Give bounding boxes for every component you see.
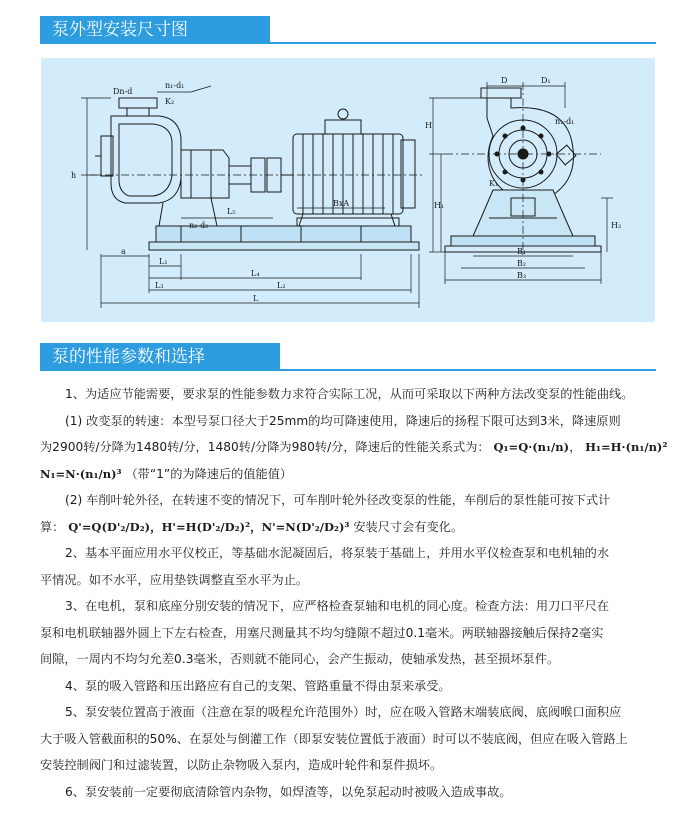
formula-q1: Q₁=Q·(n₁/n) <box>493 440 570 454</box>
label-dn-d: Dn-d <box>113 87 133 96</box>
paragraph: (2) 车削叶轮外径，在转速不变的情况下，可车削叶轮外径改变泵的性能，车削后的泵性能可按下式计 <box>65 493 611 507</box>
formula-h1: H₁=H·(n₁/n)² <box>585 440 668 454</box>
label-l: L <box>253 294 259 303</box>
paragraph: 泵和电机联轴器外圆上下左右检查，用塞尺测量其不均匀缝隙不超过0.1毫米。两联轴器接触后保持2毫实 <box>40 625 604 640</box>
label-k1: K₁ <box>489 179 499 188</box>
paragraph: 平情况。如不水平，应用垫铁调整直至水平为止。 <box>40 572 309 587</box>
label-bxa: BxA <box>333 199 350 208</box>
label-n1-d1-right: n₁-d₁ <box>555 117 575 126</box>
paragraph-text: 为2900转/分降为1480转/分，1480转/分降为980转/分，降速后的性能关系式为： <box>40 440 490 454</box>
performance-text <box>40 381 668 805</box>
section-title-install-dimensions: 泵外型安装尺寸图 <box>40 16 270 44</box>
paragraph: 安装控制阀门和过滤装置，以防止杂物吸入泵内，造成叶轮件和泵件损坏。 <box>40 758 443 772</box>
label-b3: B₃ <box>517 271 527 280</box>
section-title-performance: 泵的性能参数和选择 <box>40 343 280 371</box>
label-l4: L₄ <box>251 269 260 278</box>
label-b1: B₁ <box>517 247 527 256</box>
paragraph-text: 算： <box>40 519 65 534</box>
paragraph: 4、泵的吸入管路和压出路应有自己的支架、管路重量不得由泵来承受。 <box>65 678 451 693</box>
drawing-svg <box>41 58 655 322</box>
label-n1-d1-left: n₁-d₁ <box>165 81 185 90</box>
label-l3: L₃ <box>155 281 164 290</box>
paragraph <box>40 514 658 541</box>
paragraph: 6、泵安装前一定要彻底清除管内杂物，如焊渣等，以免泵起动时被吸入造成事故。 <box>65 784 512 799</box>
label-h: h <box>71 171 77 180</box>
label-n2-d2: n₂-d₂ <box>189 221 209 230</box>
label-h-right: H <box>425 121 432 130</box>
label-h2: H₂ <box>611 221 622 230</box>
section-divider <box>40 369 656 371</box>
label-b2: B₂ <box>517 259 527 268</box>
label-k2: K₂ <box>165 97 175 106</box>
paragraph: 3、在电机，泵和底座分别安装的情况下，应严格检查泵轴和电机的同心度。检查方法：用刀口平尺在 <box>65 599 610 613</box>
label-d1: D₁ <box>541 76 551 85</box>
paragraph: 1、为适应节能需要，要求泵的性能参数力求符合实际工况，从而可采取以下两种方法改变泵的性能曲线。 <box>65 387 634 401</box>
label-d: D <box>501 76 508 85</box>
label-l1: L₁ <box>159 257 168 266</box>
label-l2: L₂ <box>277 281 286 290</box>
section-divider <box>40 42 656 44</box>
paragraph: 间隙，一周内不均匀允差0.3毫米，否则就不能同心，会产生振动，使轴承发热，甚至损坏泵件。 <box>40 652 560 666</box>
paragraph: 5、泵安装位置高于液面（注意在泵的吸程允许范围外）时，应在吸入管路末端装底阀，底阀喉口面积应 <box>65 705 622 719</box>
paragraph: 为2900转/分降为1480转/分，1480转/分降为980转/分，降速后的性能关系式为： Q₁=Q·(n₁/n)， H₁=H·(n₁/n)² <box>40 440 668 454</box>
pump-dimension-drawing <box>41 58 655 322</box>
label-h1: H₁ <box>434 201 445 210</box>
label-a: a <box>121 247 126 256</box>
paragraph <box>40 461 658 488</box>
paragraph: (1) 改变泵的转速：本型号泵口径大于25mm的均可降速使用，降速后的扬程下限可达到3米，降速原则 <box>65 413 621 428</box>
paragraph-text: 安装尺寸会有变化。 <box>353 519 464 534</box>
formula-trim: Q'=Q(D'₂/D₂)，H'=H(D'₂/D₂)²，N'=N(D'₂/D₂)³ <box>68 519 350 534</box>
paragraph: 大于吸入管截面积的50%、在泵处与倒灌工作（即泵安装位置低于液面）时可以不装底阀，但应在吸入管路上 <box>40 731 628 746</box>
label-l5: L₅ <box>227 207 236 216</box>
formula-n1: N₁=N·(n₁/n)³ <box>40 466 122 481</box>
paragraph: 2、基本平面应用水平仪校正，等基础水泥凝固后，将泵装于基础上，并用水平仪检查泵和电机轴的水 <box>65 546 610 560</box>
paragraph-text: （带“1”的为降速后的值能值） <box>125 466 293 481</box>
